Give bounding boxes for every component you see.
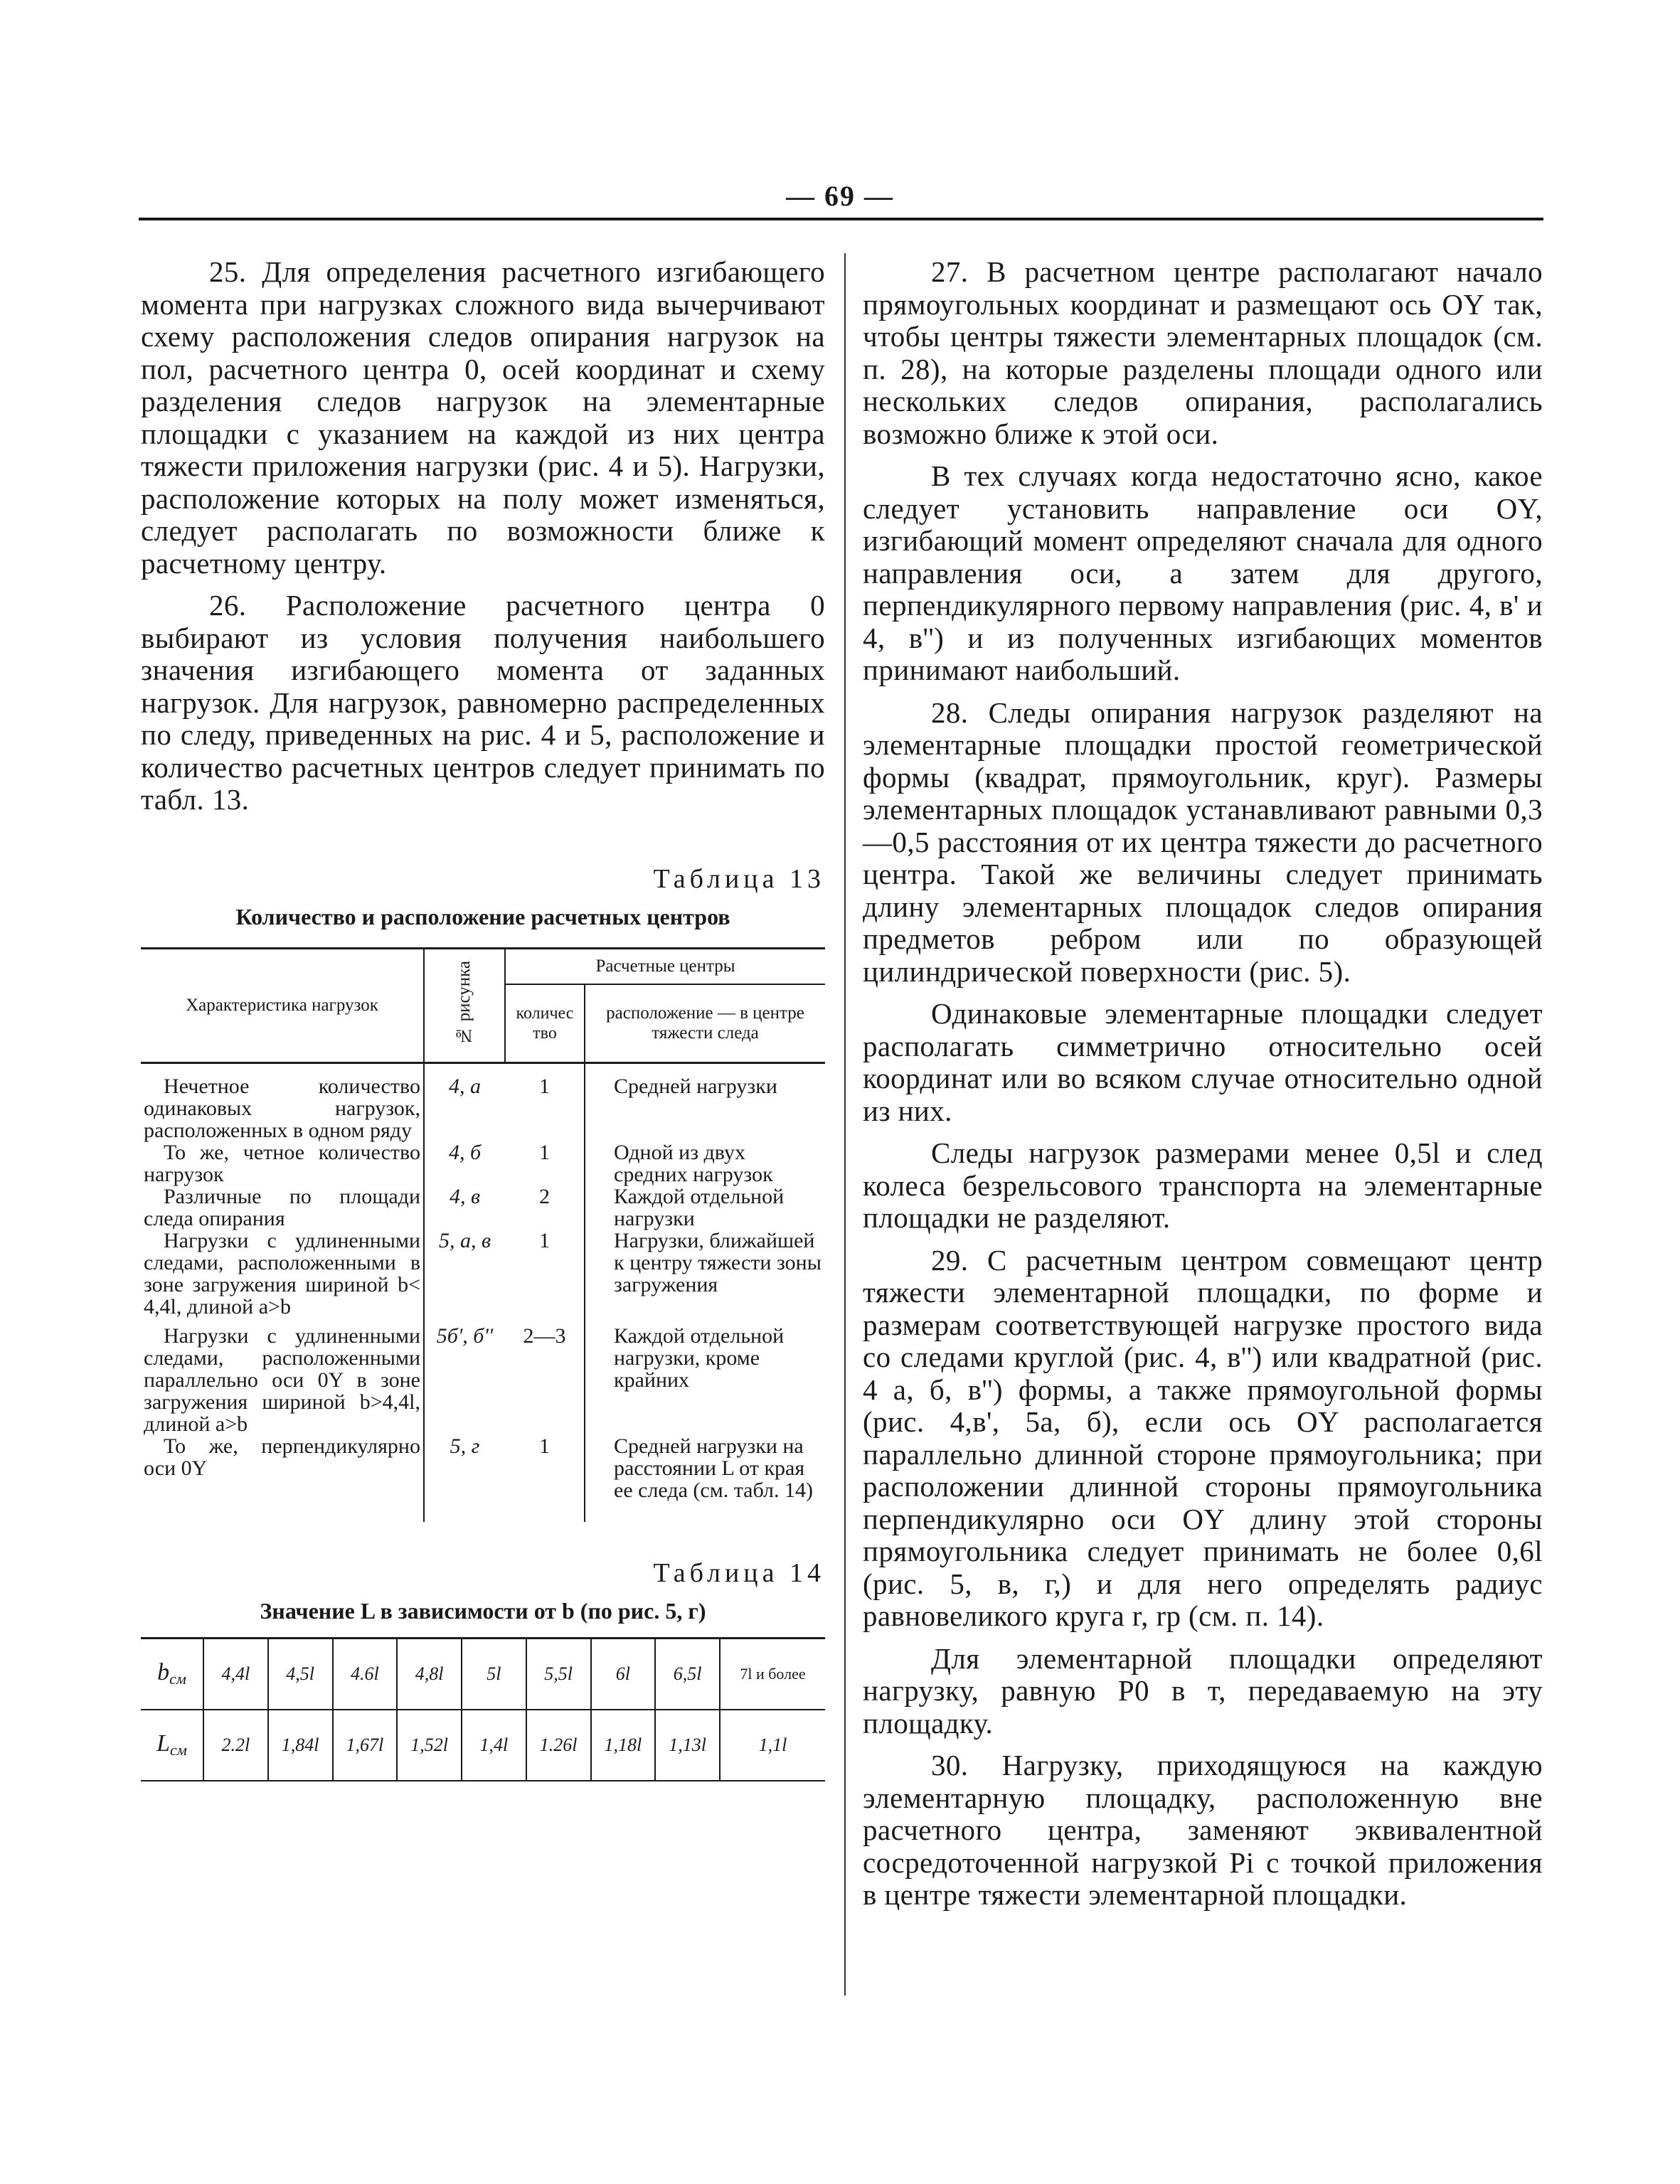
t14-cell: 6l	[591, 1638, 656, 1710]
column-divider	[844, 253, 846, 1996]
t14-cell: 5l	[462, 1638, 526, 1710]
t13-location: Средней нагрузки на расстоянии L от края ее следа (см. табл. 14)	[585, 1435, 825, 1522]
t13-characteristic: Нагрузки с удлиненными следами, расположенными в зоне загружения шириной b< 4,4l, длиной a>b	[144, 1228, 420, 1319]
table13-title: Количество и расположение расчетных центров	[235, 903, 730, 929]
table14-label: Таблица 14	[653, 1557, 825, 1588]
t14-cell: 6,5l	[655, 1638, 720, 1710]
t13-header-group: Расчетные центры	[505, 948, 825, 984]
t13-header-count: количество	[505, 984, 585, 1063]
t14-cell: 4,8l	[397, 1638, 462, 1710]
t13-count: 1	[539, 1140, 550, 1164]
t14-cell: 1.26l	[526, 1710, 591, 1781]
table14-title: Значение L в зависимости от b (по рис. 5, г)	[260, 1597, 706, 1624]
t14-row-label-b: $b_{см}$	[141, 1638, 203, 1710]
t14-row-L	[141, 1710, 825, 1781]
t14-cell: 1,18l	[591, 1710, 656, 1781]
table13-label: Таблица 13	[653, 863, 825, 894]
t14-row-label-L: $L_{см}$	[141, 1710, 203, 1781]
t13-location: Каждой отдельной нагрузки, кроме крайних	[585, 1318, 825, 1435]
t13-location: Средней нагрузки	[585, 1062, 825, 1141]
paragraph-25: 25. Для определения расчетного изгибающего момента при нагрузках сложного вида вычерчивают схему расположения следов опирания нагрузок на пол, расчетного центра 0, осей координат и схему разделения следов нагрузок на элементарные площадки с указанием на каждой из них центра тяжести приложения нагрузки (рис. 4 и 5). Нагрузки, расположение которых на полу может изменяться, следует располагать по возможности ближе к расчетному центру.	[141, 255, 825, 580]
paragraph-29: 29. С расчетным центром совмещают центр тяжести элементарной площадки, по форме и размерам соответствующей нагрузке простого вида со следами круглой (рис. 4, в'') или квадратной (рис. 4 а, б, в'') формы, а также прямоугольной формы (рис. 4,в', 5а, б), если ось OY располагается параллельно длинной стороне прямоугольника; при расположении длинной стороны прямоугольника перпендикулярно оси OY длину этой стороны прямоугольника следует принимать не более 0,6l (рис. 5, в, г,) и для него определять радиус равновеликого круга r, rр (см. п. 14).	[863, 1243, 1543, 1632]
t14-cell: 7l и более	[720, 1638, 825, 1710]
t13-count: 2	[539, 1184, 550, 1208]
table-row	[141, 1318, 825, 1435]
t13-characteristic: То же, четное количество нагрузок	[144, 1140, 420, 1186]
t13-location: Нагрузки, ближайшей к центру тяжести зоны загружения	[585, 1230, 825, 1318]
table-row	[141, 1186, 825, 1230]
paragraph-28: 28. Следы опирания нагрузок разделяют на элементарные площадки простой геометрической формы (квадрат, прямоугольник, круг). Размеры элементарных площадок устанавливают равными 0,3—0,5 расстояния от их центра тяжести до расчетного центра. Такой же величины следует принимать длину элементарных площадок следов опирания предметов ребром или по образующей цилиндрической поверхности (рис. 5).	[863, 696, 1543, 988]
t13-figure: 4, а	[424, 1062, 505, 1141]
t13-header-figure	[424, 948, 505, 1062]
t13-count: 1	[539, 1228, 550, 1252]
t13-location: Одной из двух средних нагрузок	[585, 1141, 825, 1186]
t13-count: 1	[539, 1074, 550, 1098]
t14-cell: 2.2l	[203, 1710, 268, 1781]
t13-header-figure-text: № рисунка	[454, 960, 474, 1045]
t14-cell: 1,52l	[397, 1710, 462, 1781]
t13-header-location: расположение — в центре тяжести следа	[585, 984, 825, 1063]
t14-cell: 1,67l	[333, 1710, 398, 1781]
t14-cell: 5,5l	[526, 1638, 591, 1710]
t14-cell: 1,13l	[655, 1710, 720, 1781]
t13-characteristic: То же, перпендикулярно оси 0Y	[144, 1434, 420, 1480]
t14-cell: 4,5l	[268, 1638, 333, 1710]
t14-cell: 1,4l	[462, 1710, 526, 1781]
t13-characteristic: Нагрузки с удлиненными следами, расположенными параллельно оси 0Y в зоне загружения шириной b>4,4l, длиной a>b	[144, 1323, 420, 1436]
right-column	[863, 256, 1543, 1912]
t14-cell: 4,4l	[203, 1638, 268, 1710]
t14-row-b	[141, 1638, 825, 1710]
t13-figure: 5, г	[424, 1435, 505, 1522]
t14-cell: 1,1l	[720, 1710, 825, 1781]
t13-characteristic: Различные по площади следа опирания	[144, 1184, 420, 1230]
page-number: — 69 —	[786, 180, 894, 212]
t13-count: 1	[539, 1434, 550, 1458]
paragraph-28-symmetry: Одинаковые элементарные площадки следует располагать симметрично относительно осей координат или во всяком случае относительно одной из них.	[863, 997, 1543, 1127]
paragraph-29-load: Для элементарной площадки определяют нагрузку, равную P0 в т, передаваемую на эту площадку.	[863, 1641, 1543, 1740]
table13	[141, 947, 825, 1522]
t13-figure: 5б', б''	[424, 1318, 505, 1435]
paragraph-30: 30. Нагрузку, приходящуюся на каждую элементарную площадку, расположенную вне расчетного центра, заменяют эквивалентной сосредоточенной нагрузкой Pi с точкой приложения в центре тяжести элементарной площадки.	[863, 1749, 1543, 1911]
t13-count: 2—3	[523, 1323, 566, 1348]
t13-figure: 4, в	[424, 1186, 505, 1230]
t13-figure: 5, а, в	[424, 1230, 505, 1318]
table-row	[141, 1230, 825, 1318]
table-row	[141, 1062, 825, 1141]
table-row	[141, 1141, 825, 1186]
paragraph-28-small-traces: Следы нагрузок размерами менее 0,5l и след колеса безрельсового транспорта на элементарные площадки не разделяют.	[863, 1136, 1543, 1234]
t13-location: Каждой отдельной нагрузки	[585, 1186, 825, 1230]
t13-characteristic: Нечетное количество одинаковых нагрузок, расположенных в одном ряду	[144, 1074, 420, 1142]
t13-figure: 4, б	[424, 1141, 505, 1186]
table-row	[141, 1435, 825, 1522]
paragraph-27: 27. В расчетном центре располагают начало прямоугольных координат и размещают ось OY так, чтобы центры тяжести элементарных площадок (см. п. 28), на которые разделены площади одного или нескольких следов опирания, располагались возможно ближе к этой оси.	[863, 255, 1543, 450]
t14-cell: 1,84l	[268, 1710, 333, 1781]
t14-cell: 4.6l	[333, 1638, 398, 1710]
t13-header-characteristic: Характеристика нагрузок	[141, 948, 424, 1062]
header-rule	[139, 218, 1543, 220]
left-column	[141, 256, 825, 1781]
table14	[141, 1637, 825, 1781]
paragraph-27-cont: В тех случаях когда недостаточно ясно, какое следует установить направление оси OY, изгибающий момент определяют сначала для одного направления оси, а затем для другого, перпендикулярного первому направления (рис. 4, в' и 4, в'') и из полученных изгибающих моментов принимают наибольший.	[863, 459, 1543, 686]
paragraph-26: 26. Расположение расчетного центра 0 выбирают из условия получения наибольшего значения изгибающего момента от заданных нагрузок. Для нагрузок, равномерно распределенных по следу, приведенных на рис. 4 и 5, расположение и количество расчетных центров следует принимать по табл. 13.	[141, 589, 825, 816]
